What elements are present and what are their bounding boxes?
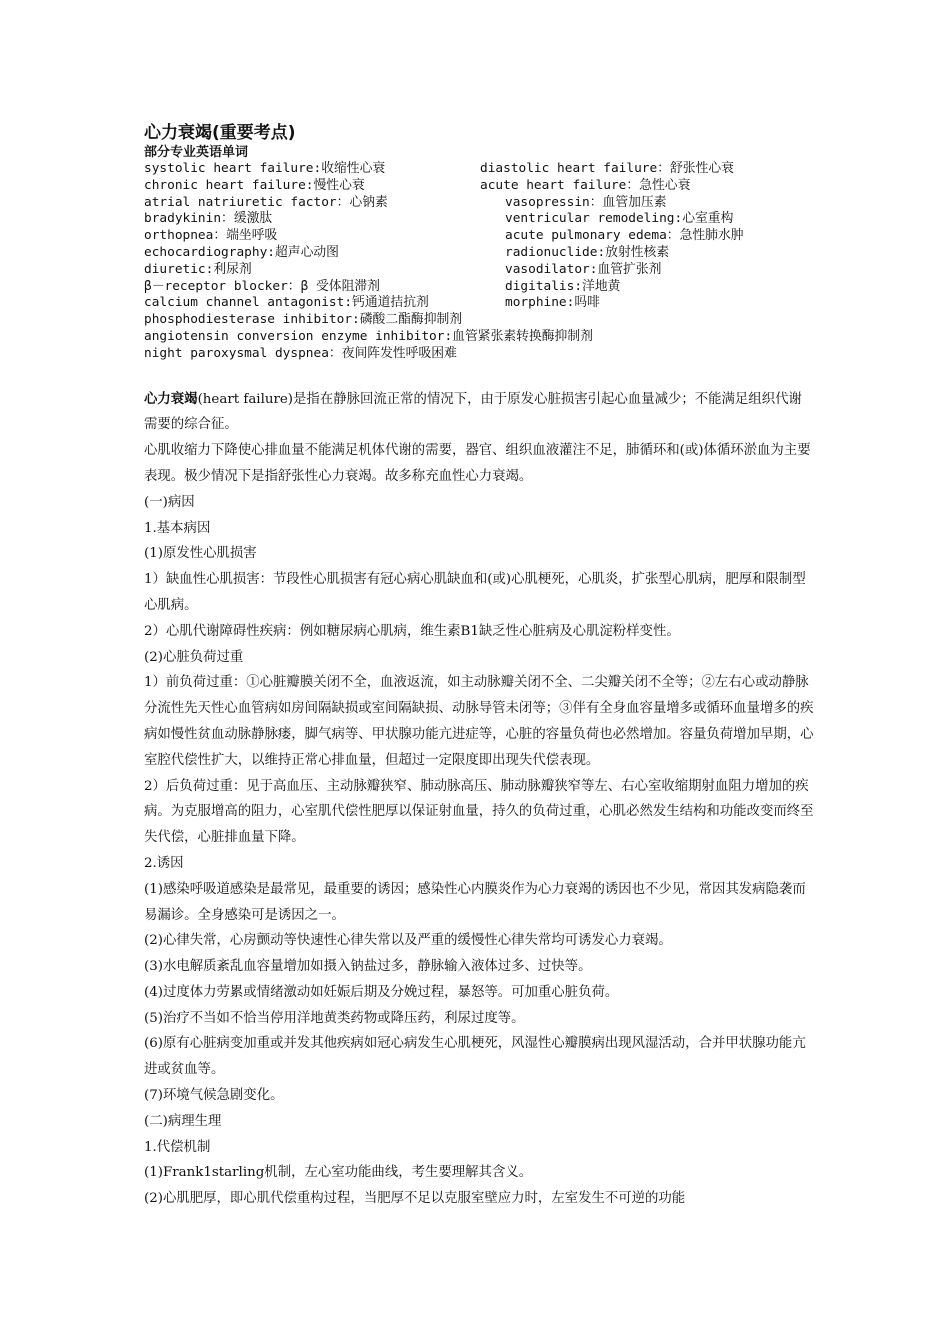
paragraph: (5)治疗不当如不恰当停用洋地黄类药物或降压药，利尿过度等。 [144,1010,525,1026]
vocab-term-right: digitalis:洋地黄 [505,278,621,294]
intro-rest: (heart failure)是指在静脉回流正常的情况下，由于原发心脏损害引起心血量减少；不能满足组织代谢需要的综合征。 [144,391,802,433]
vocab-term-right: ventricular remodeling:心室重构 [505,211,734,227]
paragraph: (二)病理生理 [144,1113,222,1129]
paragraph: (2)心肌肥厚，即心肌代偿重构过程，当肥厚不足以克服室壁应力时，左室发生不可逆的功能 [144,1191,686,1207]
vocab-row [144,295,814,312]
paragraph: 1.基本病因 [144,520,211,536]
paragraph: 1）前负荷过重：①心脏瓣膜关闭不全，血液返流，如主动脉瓣关闭不全、二尖瓣关闭不全等；②左右心或动静脉分流性先天性心血管病如房间隔缺损或室间隔缺损、动脉导管未闭等；③伴有全身血容量增多或循环血量增多的疾病如慢性贫血动脉静脉瘘，脚气病等、甲状腺功能亢进症等，心脏的容量负荷也必然增加。容量负荷增加早期，心室腔代偿性扩大，以维持正常心排血量，但超过一定限度即出现失代偿表现。 [144,675,814,768]
paragraph: (1)Frank1starling机制，左心室功能曲线，考生要理解其含义。 [144,1165,533,1181]
vocab-term-left: calcium channel antagonist:钙通道拮抗剂 [144,295,429,311]
vocab-term-right: vasodilator:血管扩张剂 [505,261,662,277]
intro-paragraph [144,387,814,439]
vocab-term-left: systolic heart failure:收缩性心衰 [144,161,386,176]
paragraph: 1）缺血性心肌损害：节段性心肌损害有冠心病心肌缺血和(或)心肌梗死，心肌炎，扩张型心肌病，肥厚和限制型心肌病。 [144,572,806,613]
vocab-row [144,329,814,346]
vocab-term-left: echocardiography:超声心动图 [144,244,339,260]
vocab-term-left: orthopnea：端坐呼吸 [144,228,278,244]
vocab-term-right: vasopressin：血管加压素 [505,194,667,210]
vocab-term-right: acute heart failure：急性心衰 [480,177,691,193]
vocab-row [144,346,814,363]
intro-lead: 心力衰竭 [144,391,198,407]
vocab-term-left: phosphodiesterase inhibitor:磷酸二酯酶抑制剂 [144,312,463,328]
paragraph-list [144,438,814,1212]
paragraph: (1)感染呼吸道感染是最常见，最重要的诱因；感染性心内膜炎作为心力衰竭的诱因也不少见，常因其发病隐袭而易漏诊。全身感染可是诱因之一。 [144,881,806,923]
vocab-row [144,245,814,262]
doc-body [144,387,814,1213]
paragraph: 2）后负荷过重：见于高血压、主动脉瓣狭窄、肺动脉高压、肺动脉瓣狭窄等左、右心室收缩期射血阻力增加的疾病。为克服增高的阻力，心室肌代偿性肥厚以保证射血量，持久的负荷过重，心肌必然发生结构和功能改变而终至失代偿，心脏排血量下降。 [144,778,814,846]
vocab-term-left: chronic heart failure:慢性心衰 [144,177,365,193]
paragraph: (6)原有心脏病变加重或并发其他疾病如冠心病发生心肌梗死，风湿性心瓣膜病出现风湿活动，合并甲状腺功能亢进或贫血等。 [144,1036,806,1078]
paragraph: (2)心脏负荷过重 [144,649,244,665]
doc-subtitle: 部分专业英语单词 [144,145,249,160]
vocab-term-right: radionuclide:放射性核素 [505,244,670,260]
doc-title: 心力衰竭(重要考点) [144,123,296,143]
document-page [144,122,814,1212]
vocab-term-left: bradykinin：缓激肽 [144,211,273,227]
vocab-term-right: morphine:吗啡 [505,295,600,311]
vocab-term-right: acute pulmonary edema：急性肺水肿 [505,228,744,244]
paragraph: (一)病因 [144,494,195,510]
paragraph: (3)水电解质紊乱血容量增加如摄入钠盐过多，静脉输入液体过多、过快等。 [144,959,592,975]
paragraph: (7)环境气候急剧变化。 [144,1088,284,1104]
paragraph: (1)原发性心肌损害 [144,546,257,562]
paragraph: 2）心肌代谢障碍性疾病：例如糖尿病心肌病，维生素B1缺乏性心脏病及心肌淀粉样变性。 [144,623,680,639]
paragraph: (2)心律失常，心房颤动等快速性心律失常以及严重的缓慢性心律失常均可诱发心力衰竭。 [144,933,672,949]
vocab-row [144,211,814,228]
vocab-row [144,161,814,178]
vocab-row [144,279,814,296]
paragraph: 2.诱因 [144,855,184,871]
vocab-term-left: β－receptor blocker：β 受体阻滞剂 [144,278,380,294]
vocab-term-left: diuretic:利尿剂 [144,261,252,277]
vocab-list [144,161,814,363]
vocab-row [144,228,814,245]
vocab-row [144,262,814,279]
paragraph: 心肌收缩力下降使心排血量不能满足机体代谢的需要，器官、组织血液灌注不足，肺循环和(或)体循环淤血为主要表现。极少情况下是指舒张性心力衰竭。故多称充血性心力衰竭。 [144,443,811,484]
paragraph: 1.代偿机制 [144,1139,211,1155]
vocab-term-left: atrial natriuretic factor：心钠素 [144,194,388,210]
vocab-row [144,312,814,329]
vocab-term-left: angiotensin conversion enzyme inhibitor:血管紧张素转换酶抑制剂 [144,328,593,344]
vocab-term-left: night paroxysmal dyspnea：夜间阵发性呼吸困难 [144,345,457,361]
vocab-row [144,195,814,212]
vocab-row [144,178,814,195]
paragraph: (4)过度体力劳累或情绪激动如妊娠后期及分娩过程，暴怒等。可加重心脏负荷。 [144,984,619,1000]
vocab-term-right: diastolic heart failure：舒张性心衰 [480,161,734,176]
